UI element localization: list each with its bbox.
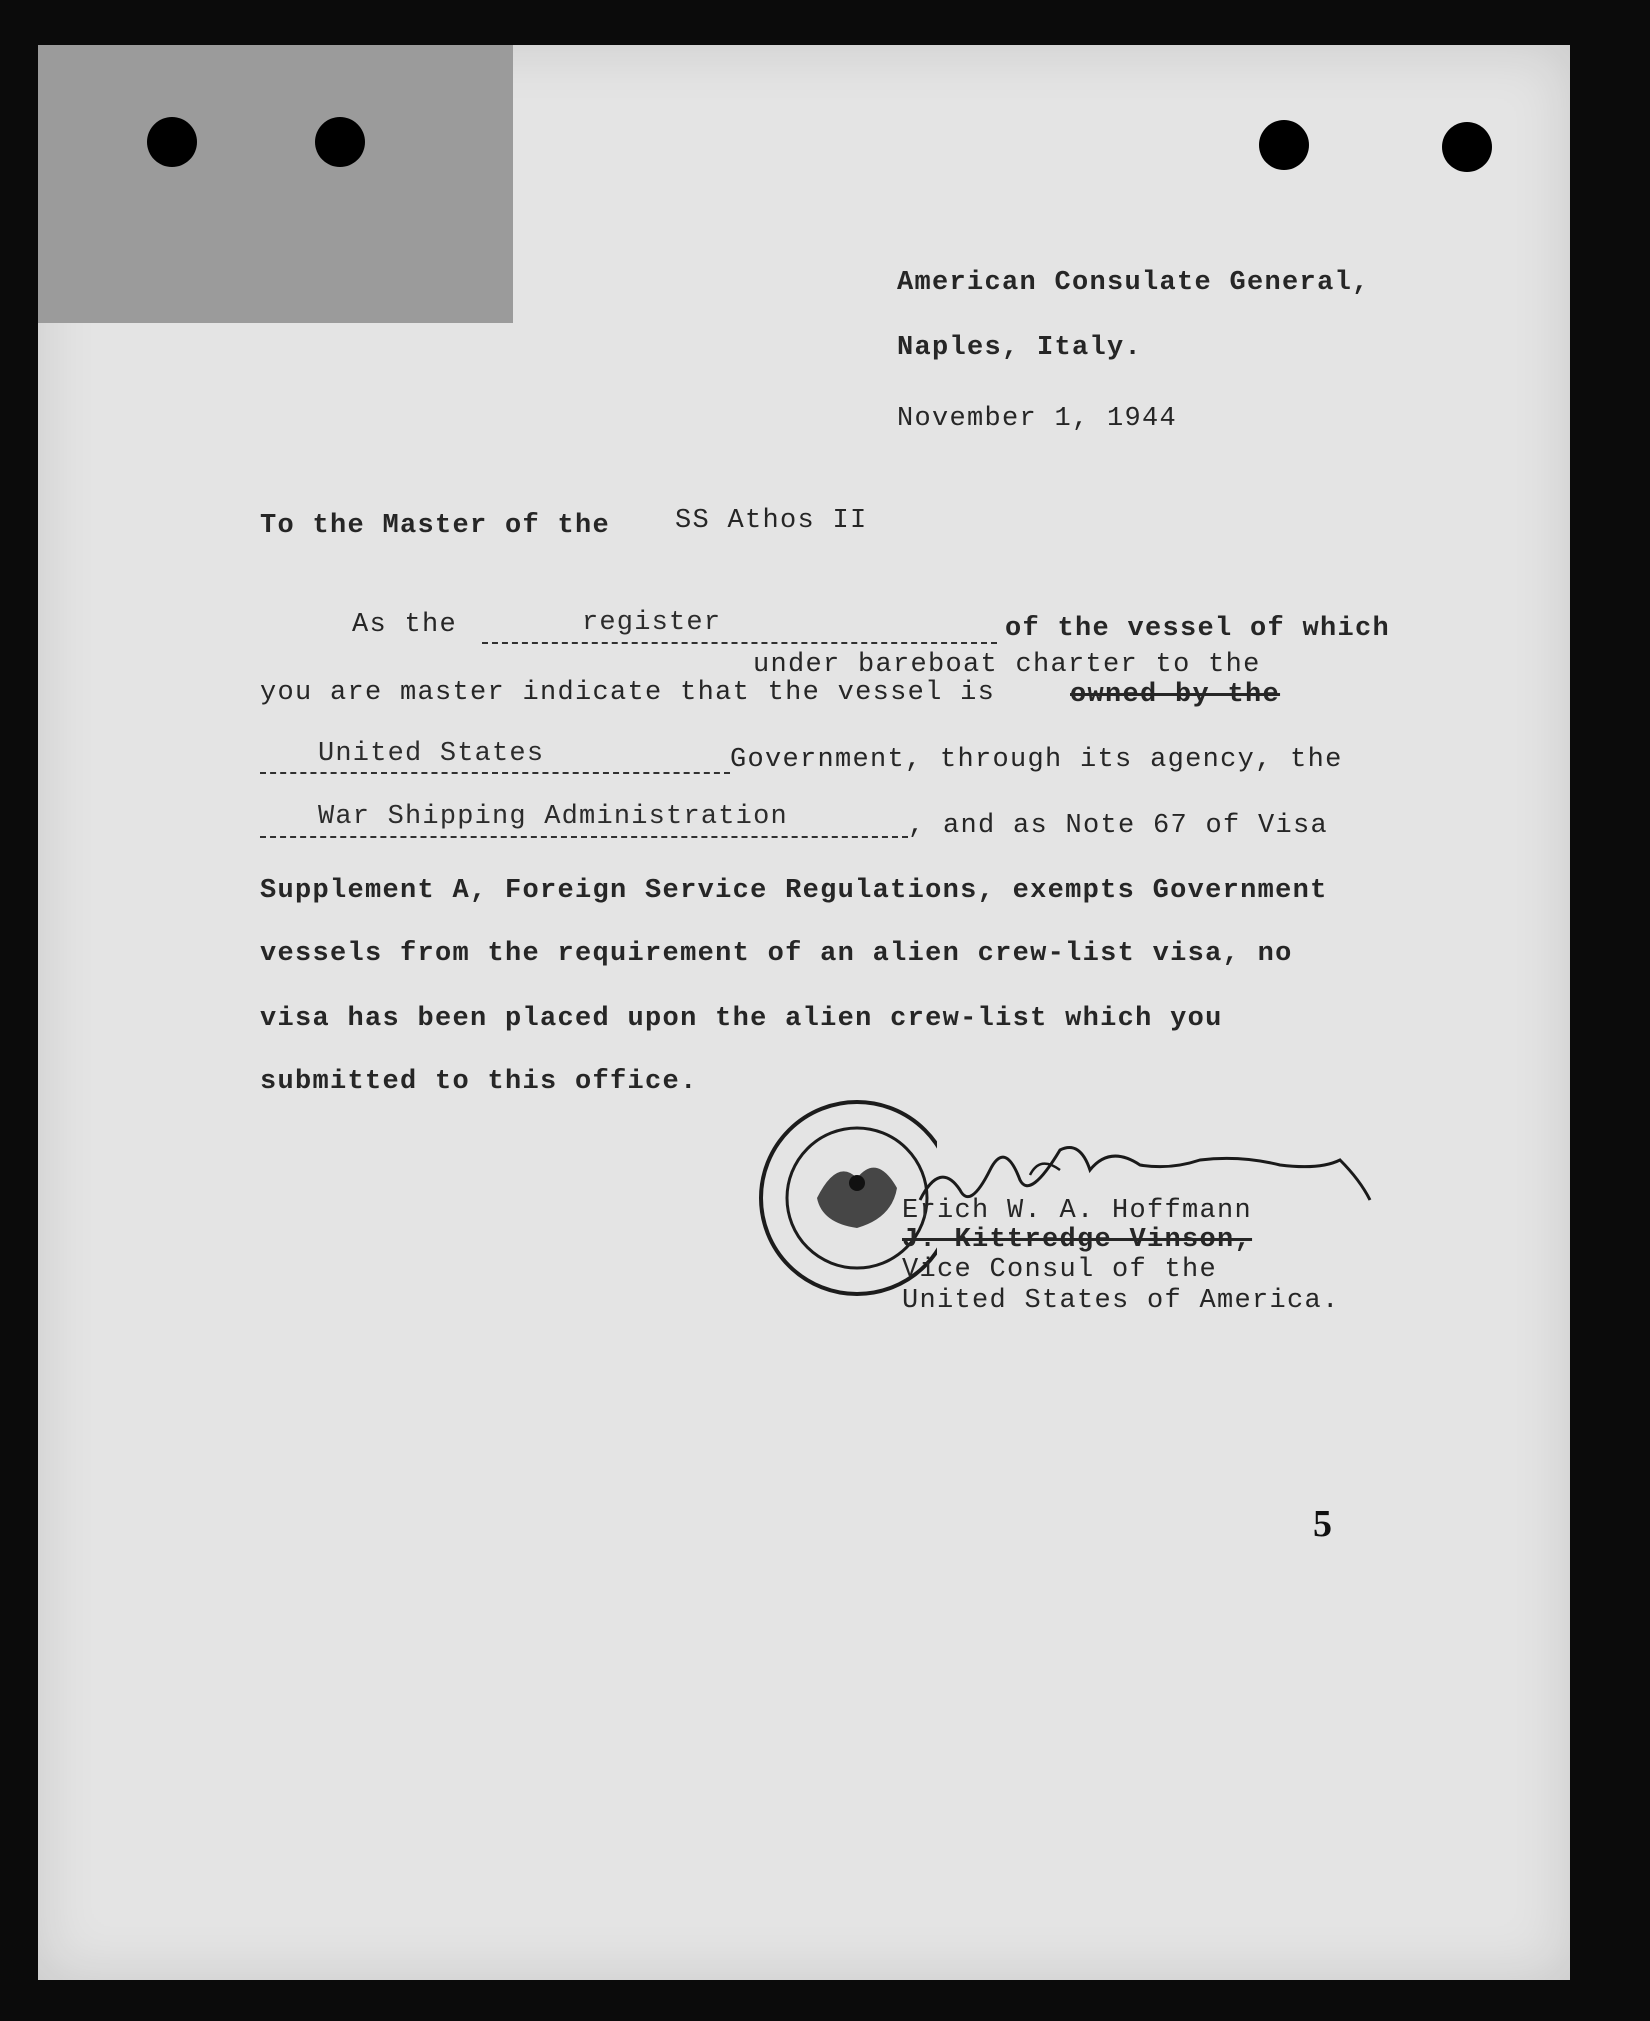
struck-owned-by: owned by the [1070,680,1281,710]
body-line7: visa has been placed upon the alien crew-list which you [260,1004,1223,1034]
fill-united-states: United States [318,739,545,769]
body-line1-suffix: of the vessel of which [1005,614,1391,644]
body-line1-prefix: As the [352,610,458,640]
blank-register [482,642,997,644]
fill-war-shipping: War Shipping Administration [318,802,788,832]
punch-hole-icon [315,117,365,167]
salutation-prefix: To the Master of the [260,511,611,541]
office-line: American Consulate General, [897,268,1370,298]
punch-hole-icon [1442,122,1492,172]
struck-signer-name: J. Kittredge Vinson, [902,1225,1253,1255]
body-line5: Supplement A, Foreign Service Regulations, exempts Government [260,876,1328,906]
body-line3-suffix: Government, through its agency, the [730,745,1343,775]
vessel-name: SS Athos II [675,506,868,536]
page-number: 5 [1313,1503,1332,1545]
inserted-charter-text: under bareboat charter to the [753,650,1261,680]
body-line8: submitted to this office. [260,1067,698,1097]
punch-hole-icon [147,117,197,167]
signer-name: Erich W. A. Hoffmann [902,1196,1253,1226]
body-line6: vessels from the requirement of an alien crew-list visa, no [260,939,1293,969]
punch-hole-icon [1259,120,1309,170]
signer-title-line2: United States of America. [902,1286,1340,1316]
body-line2: you are master indicate that the vessel is [260,678,996,708]
city-line: Naples, Italy. [897,333,1143,363]
body-line4-suffix: , and as Note 67 of Visa [908,811,1329,841]
date-line: November 1, 1944 [897,404,1178,434]
fill-register: register [582,608,722,638]
blank-war-shipping [260,836,908,838]
corner-shading [38,45,513,323]
blank-united-states [260,772,730,774]
signer-title-line1: Vice Consul of the [902,1255,1218,1285]
